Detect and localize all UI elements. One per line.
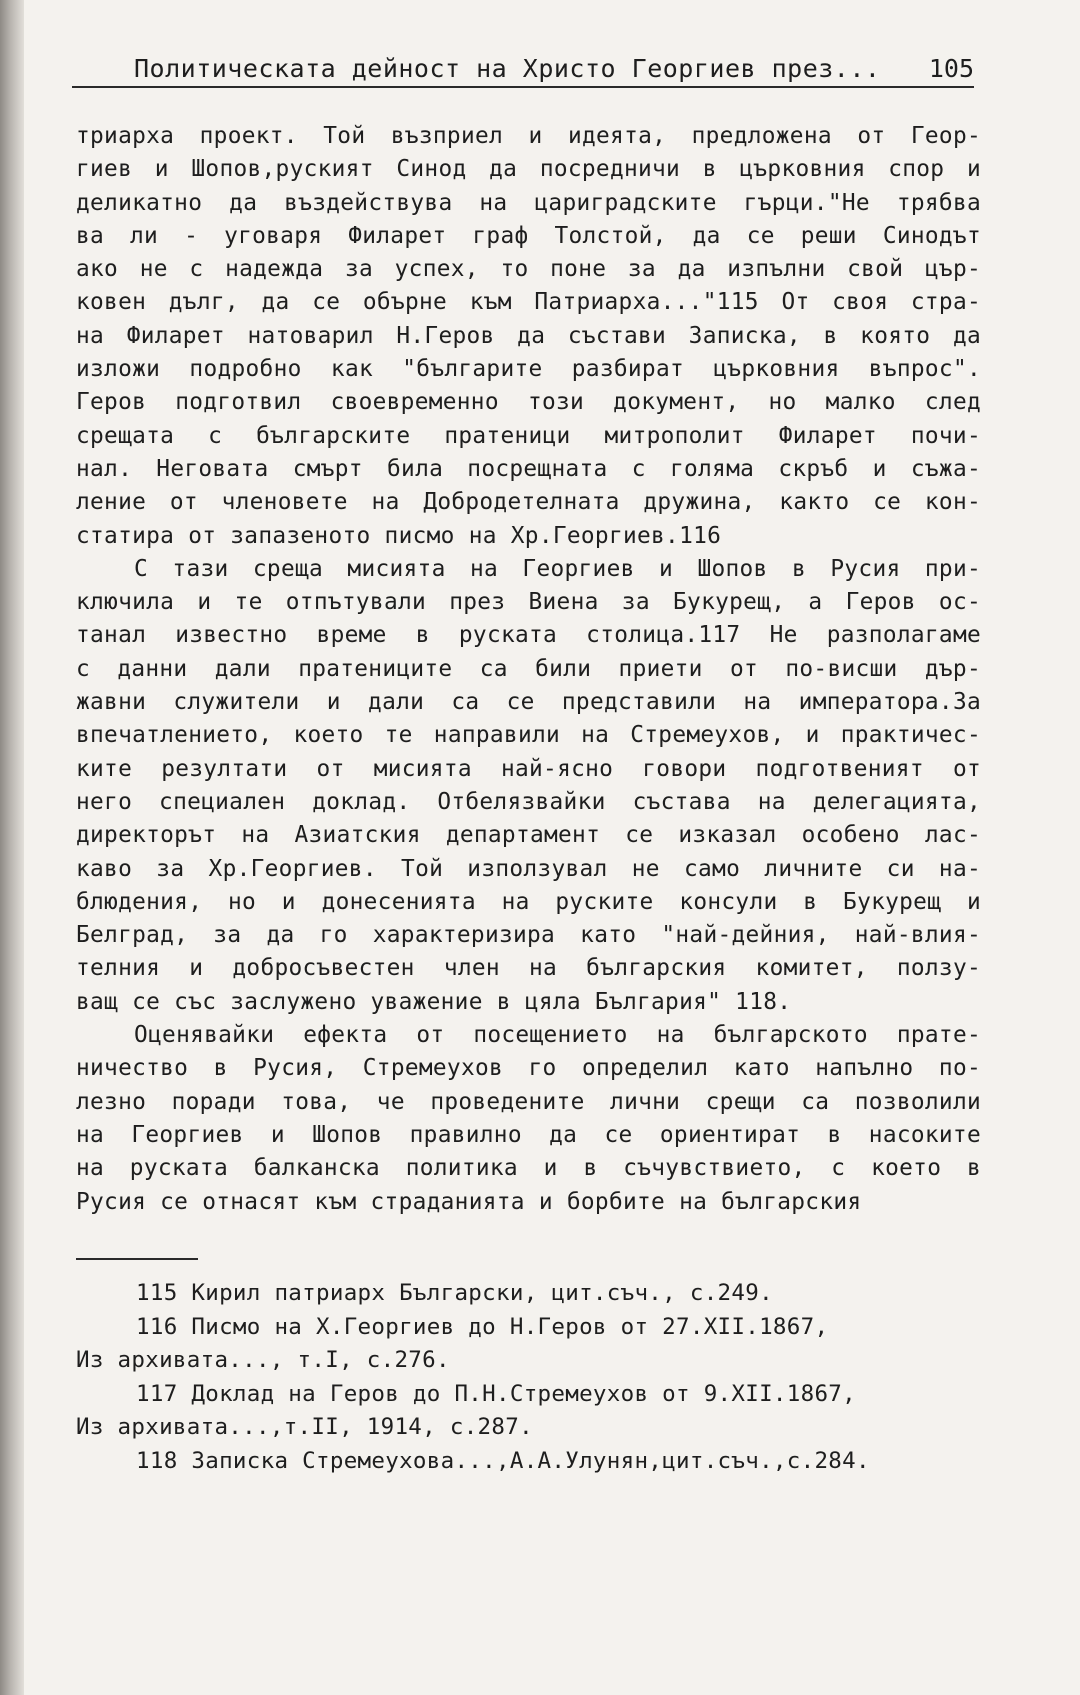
text-line: телния и добросъвестен член на българския комитет, ползу- <box>76 955 981 982</box>
footnote-118: 118 Записка Стремеухова...,А.А.Улунян,цит.съч.,с.284. <box>136 1447 870 1474</box>
text-line: ключила и те отпътували през Виена за Букурещ, а Геров ос- <box>76 589 981 616</box>
text-line: на Филарет натоварил Н.Геров да състави Записка, в която да <box>76 322 981 349</box>
text-line: лезно поради това, че проведените лични срещи са позволили <box>76 1088 981 1115</box>
main-text <box>76 120 981 1219</box>
text-line: ако не с надежда за успех, то поне за да изпълни свой цър- <box>76 256 981 283</box>
text-line: Геров подготвил своевременно този документ, но малко след <box>76 389 981 416</box>
paragraph-start-line: С тази среща мисията на Георгиев и Шопов в Русия при- <box>134 555 981 582</box>
footnote-115: 115 Кирил патриарх Български, цит.съч., с.249. <box>136 1280 773 1306</box>
text-line: срещата с българските пратеници митрополит Филарет почи- <box>76 422 981 449</box>
book-spine-shadow <box>0 0 24 1695</box>
footnote-divider <box>76 1258 198 1260</box>
text-line: каво за Хр.Георгиев. Той използувал не само личните си на- <box>76 855 981 882</box>
text-line: деликатно да въздействува на цариградските гърци."Не трябва <box>76 189 981 216</box>
text-line: на руската балканска политика и в съчувствието, с което в <box>76 1155 981 1182</box>
text-line: Белград, за да го характеризира като "най-дейния, най-влия- <box>76 922 981 949</box>
text-line: Русия се отнасят към страданията и борбите на българския <box>76 1188 862 1215</box>
page-number: 105 <box>928 54 974 83</box>
text-line: ките резултати от мисията най-ясно говори подготвеният от <box>76 755 981 782</box>
book-page <box>24 0 1080 1695</box>
text-line: триарха проект. Той възприел и идеята, предложена от Геор- <box>76 123 981 149</box>
footnote-116-continued: Из архивата..., т.I, с.276. <box>76 1347 450 1374</box>
text-line: ление от членовете на Добродетелната дружина, както се кон- <box>76 489 981 516</box>
text-line: ничество в Русия, Стремеухов го определил като напълно по- <box>76 1055 981 1082</box>
text-line: ващ се със заслужено уважение в цяла България" 118. <box>76 988 792 1015</box>
text-line: впечатлението, което те направили на Стремеухов, и практичес- <box>76 722 981 749</box>
text-line: ва ли - уговаря Филарет граф Толстой, да се реши Синодът <box>76 222 981 249</box>
text-line: блюдения, но и донесенията на руските консули в Букурещ и <box>76 888 981 915</box>
text-line: него специален доклад. Отбелязвайки състава на делегацията, <box>76 788 981 815</box>
running-title: Политическата дейност на Христо Георгиев през... <box>134 54 881 83</box>
footnote-117-continued: Из архивата...,т.II, 1914, с.287. <box>76 1414 533 1441</box>
footnote-117: 117 Доклад на Геров до П.Н.Стремеухов от 9.XII.1867, <box>136 1380 856 1407</box>
paragraph-start-line: Оценявайки ефекта от посещението на българското прате- <box>134 1022 981 1049</box>
text-line: с данни дали пратениците са били приети от по-висши дър- <box>76 655 981 682</box>
text-line: статира от запазеното писмо на Хр.Георгиев.116 <box>76 522 722 549</box>
footnote-116: 116 Писмо на Х.Георгиев до Н.Геров от 27.XII.1867, <box>136 1313 829 1340</box>
text-line: на Георгиев и Шопов правилно да се ориентират в насоките <box>76 1121 981 1148</box>
text-line: гиев и Шопов,руският Синод да посредничи в църковния спор и <box>76 156 981 183</box>
text-line: жавни служители и дали са се представили на императора.За <box>76 689 981 716</box>
text-line: нал. Неговата смърт била посрещната с голяма скръб и съжа- <box>76 455 981 482</box>
page-header <box>72 50 974 88</box>
text-line: изложи подробно как "българите разбират църковния въпрос". <box>76 356 981 383</box>
text-line: ковен дълг, да се обърне към Патриарха..."115 От своя стра- <box>76 289 981 316</box>
text-line: танал известно време в руската столица.117 Не разполагаме <box>76 622 981 649</box>
footnotes <box>76 1277 976 1479</box>
text-line: директорът на Азиатския департамент се изказал особено лас- <box>76 822 981 849</box>
